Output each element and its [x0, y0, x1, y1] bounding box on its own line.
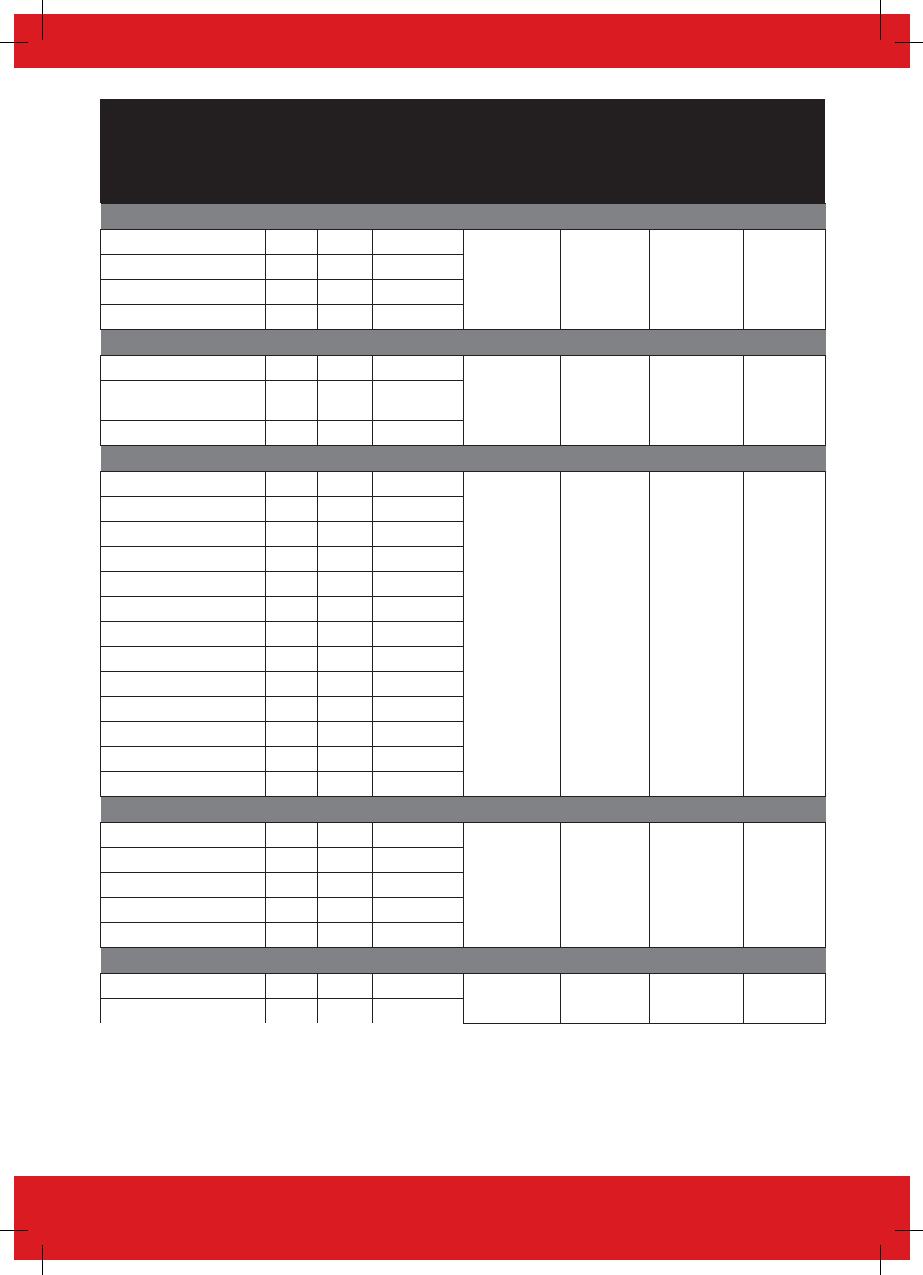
crop-mark: [42, 1245, 43, 1275]
crop-mark: [880, 0, 881, 40]
section-row: [101, 948, 826, 974]
spec-grid: [100, 203, 826, 1024]
footer-band: [14, 1176, 910, 1260]
crop-mark: [0, 42, 28, 43]
section-row: [101, 330, 826, 356]
section-row: [101, 446, 826, 472]
header-band: [14, 14, 910, 68]
table-row: [101, 356, 826, 381]
table-row: [101, 823, 826, 848]
section-row: [101, 204, 826, 230]
table-row: [101, 472, 826, 497]
table-row: [101, 230, 826, 255]
crop-mark: [895, 42, 923, 43]
crop-mark: [880, 1245, 881, 1275]
crop-mark: [42, 0, 43, 40]
section-row: [101, 797, 826, 823]
crop-mark: [895, 1230, 923, 1231]
table-header: [100, 99, 825, 203]
crop-mark: [0, 1230, 28, 1231]
spec-table: [100, 99, 825, 1024]
table-row: [101, 974, 826, 999]
